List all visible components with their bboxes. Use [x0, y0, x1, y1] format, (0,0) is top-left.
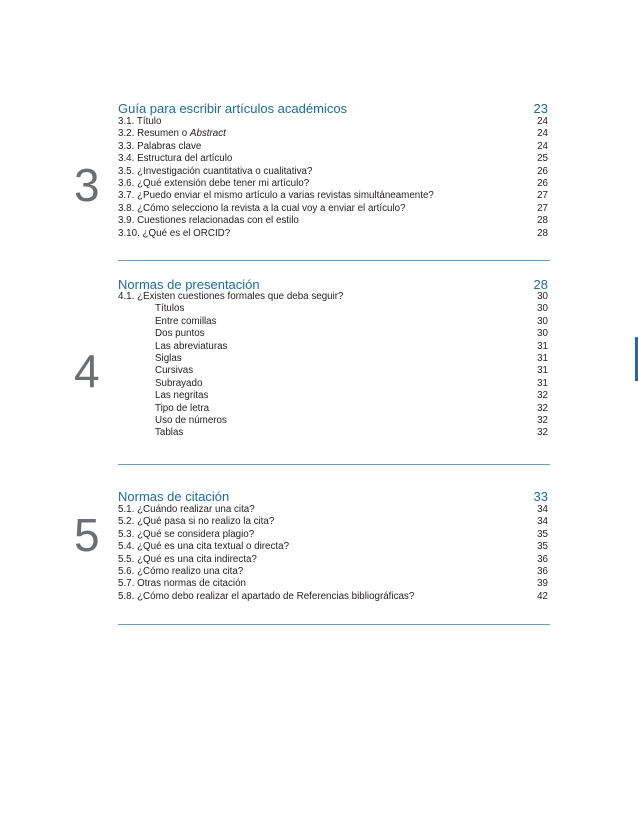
toc-entry-title — [118, 166, 312, 178]
section-divider — [118, 260, 550, 261]
section-divider — [118, 464, 550, 465]
toc-entry[interactable] — [118, 504, 550, 516]
toc-entry-title — [118, 566, 243, 578]
toc-entry-title — [155, 365, 193, 377]
toc-entry[interactable] — [118, 403, 550, 415]
toc-entry-text: ¿Qué es una cita textual o directa? — [137, 541, 290, 553]
toc-entry-text: Dos puntos — [155, 328, 205, 340]
toc-entry-number: 3.1. — [118, 116, 135, 127]
toc-entry[interactable] — [118, 303, 550, 315]
toc-entry-page: 27 — [537, 202, 548, 214]
toc-entry-title — [118, 128, 226, 140]
toc-entry[interactable] — [118, 554, 550, 566]
toc-entry-page: 36 — [537, 553, 548, 565]
toc-entry-number: 3.9. — [118, 215, 135, 227]
toc-entry-title — [155, 415, 227, 427]
toc-entry-text: Resumen o — [137, 128, 188, 140]
toc-entry-title — [118, 215, 299, 227]
toc-entry-text: Uso de números — [155, 414, 227, 426]
toc-entry-page: 30 — [537, 303, 548, 315]
toc-entry-page: 36 — [537, 565, 548, 577]
toc-entry-title — [118, 116, 161, 128]
toc-entry[interactable] — [118, 203, 550, 215]
toc-entry-title — [118, 554, 257, 566]
section-number: 4 — [74, 345, 100, 397]
section-divider — [118, 624, 550, 625]
toc-entry-title — [118, 578, 246, 590]
toc-entry-page: 28 — [537, 215, 548, 227]
toc-entry-text: ¿Puedo enviar el mismo artículo a varias revistas simultáneamente? — [137, 190, 434, 202]
toc-entry-number: 3.10. — [118, 227, 140, 239]
section-page: 33 — [533, 489, 548, 504]
toc-entry[interactable] — [118, 153, 550, 165]
toc-entry-number: 3.4. — [118, 153, 135, 165]
toc-entry[interactable] — [118, 415, 550, 427]
section-title: Guía para escribir artículos académicos — [118, 101, 348, 116]
toc-entry-number: 5.8. — [118, 590, 135, 602]
toc-entry-title — [155, 427, 183, 439]
toc-entry-text: Las negritas — [155, 390, 209, 402]
toc-entry-title — [118, 504, 255, 516]
toc-entry-title — [118, 190, 434, 202]
toc-entry[interactable] — [118, 566, 550, 578]
toc-entry-number: 5.1. — [118, 504, 135, 515]
toc-entry-number: 4.1. — [118, 291, 135, 302]
toc-entry-text: ¿Qué pasa si no realizo la cita? — [137, 516, 275, 528]
toc-entry-page: 35 — [537, 541, 548, 553]
toc-entry-text: ¿Qué es una cita indirecta? — [137, 553, 257, 565]
toc-entry-title — [155, 328, 205, 340]
toc-entry[interactable] — [118, 541, 550, 553]
toc-entry-text: ¿Cómo realizo una cita? — [137, 565, 244, 577]
toc-entry-page: 30 — [537, 328, 548, 340]
toc-entry-page: 31 — [537, 377, 548, 389]
toc-entry-page: 32 — [537, 427, 548, 439]
toc-entry-text: Tablas — [155, 427, 184, 439]
toc-entry-page: 32 — [537, 390, 548, 402]
toc-entry-text: Subrayado — [155, 377, 203, 389]
toc-entry-page: 31 — [537, 352, 548, 364]
toc-entry-page: 25 — [537, 153, 548, 165]
toc-entry[interactable] — [118, 427, 550, 439]
toc-entry-title — [155, 390, 208, 402]
toc-entry-page: 26 — [537, 177, 548, 189]
toc-entry-text: Las abreviaturas — [155, 340, 228, 352]
toc-entry[interactable] — [118, 353, 550, 365]
toc-entry-text: Otras normas de citación — [137, 578, 246, 590]
toc-entry-title — [155, 341, 227, 353]
toc-entry-page: 32 — [537, 402, 548, 414]
toc-entry-page: 31 — [537, 340, 548, 352]
section-title: Normas de citación — [118, 489, 230, 504]
toc-entry-page: 35 — [537, 528, 548, 540]
toc-entry-text: Palabras clave — [137, 140, 202, 152]
toc-entry-page: 30 — [537, 291, 548, 302]
toc-entry-page: 26 — [537, 165, 548, 177]
section-number: 5 — [74, 509, 100, 561]
toc-entry-page: 31 — [537, 365, 548, 377]
toc-entry[interactable] — [118, 390, 550, 402]
toc-entry-number: 3.2. — [118, 128, 135, 140]
toc-entry-text: ¿Qué es el ORCID? — [142, 227, 231, 239]
toc-entry-title — [155, 378, 202, 390]
toc-entry-text: Títulos — [155, 303, 185, 315]
toc-entry-number: 5.2. — [118, 516, 135, 528]
toc-entry-number: 3.7. — [118, 190, 135, 202]
section-number: 3 — [74, 159, 100, 211]
toc-entry[interactable] — [118, 190, 550, 202]
toc-entry-title — [155, 316, 217, 328]
toc-entry-text: ¿Investigación cuantitativa o cualitativa? — [137, 165, 313, 177]
toc-entry[interactable] — [118, 178, 550, 190]
toc-entry-text: ¿Qué extensión debe tener mi artículo? — [137, 177, 310, 189]
toc-entry-title — [118, 141, 201, 153]
toc-entry-number: 5.6. — [118, 565, 135, 577]
toc-entry-number: 5.3. — [118, 528, 135, 540]
toc-entry-title — [118, 203, 406, 215]
toc-entry-title — [155, 353, 182, 365]
toc-entry-text: ¿Cómo debo realizar el apartado de Referencias bibliográficas? — [137, 590, 415, 602]
toc-entry[interactable] — [118, 215, 550, 227]
toc-entry-page: 34 — [537, 516, 548, 528]
toc-entry-title — [118, 591, 414, 603]
toc-entry-title — [118, 228, 230, 240]
toc-entry-text: ¿Cómo selecciono la revista a la cual voy a enviar el artículo? — [137, 202, 406, 214]
toc-entry[interactable] — [118, 365, 550, 377]
section-page: 28 — [533, 277, 548, 292]
toc-entry-number: 3.3. — [118, 140, 135, 152]
toc-entry-page: 28 — [537, 227, 548, 239]
toc-entry-number: 5.7. — [118, 578, 135, 590]
toc-entry-text: Entre comillas — [155, 315, 217, 327]
toc-entry[interactable] — [118, 316, 550, 328]
toc-entry-title — [155, 403, 209, 415]
toc-entry-page: 24 — [537, 116, 548, 127]
toc-entry-number: 3.8. — [118, 202, 135, 214]
toc-entry[interactable] — [118, 128, 550, 140]
toc-entry-text: Siglas — [155, 352, 182, 364]
toc-entry-text: Tipo de letra — [155, 402, 210, 414]
toc-entry[interactable] — [118, 591, 550, 603]
toc-entry[interactable] — [118, 341, 550, 353]
toc-entry-title — [118, 529, 254, 541]
toc-entry-italic: Abstract — [189, 128, 226, 140]
toc-entry-title — [118, 516, 274, 528]
toc-entry[interactable] — [118, 516, 550, 528]
toc-entry-text: Estructura del artículo — [137, 153, 233, 165]
toc-entry-number: 3.5. — [118, 165, 135, 177]
toc-entry[interactable] — [118, 378, 550, 390]
toc-entry-title — [155, 303, 184, 315]
section-heading[interactable] — [118, 489, 550, 505]
toc-entry-page: 30 — [537, 315, 548, 327]
toc-entry-text: ¿Cuándo realizar una cita? — [137, 504, 255, 515]
toc-entry[interactable] — [118, 328, 550, 340]
toc-list — [118, 291, 550, 440]
toc-entry-text: ¿Existen cuestiones formales que deba seguir? — [137, 291, 344, 302]
section-page: 23 — [533, 101, 548, 116]
toc-entry[interactable] — [118, 116, 550, 128]
toc-entry-title — [118, 541, 289, 553]
toc-list — [118, 116, 550, 240]
toc-list — [118, 504, 550, 603]
toc-entry[interactable] — [118, 141, 550, 153]
toc-entry[interactable] — [118, 291, 550, 303]
toc-entry-text: Título — [136, 116, 162, 127]
toc-entry-page: 39 — [537, 578, 548, 590]
toc-entry-text: Cursivas — [155, 365, 194, 377]
toc-entry-text: ¿Qué se considera plagio? — [137, 528, 255, 540]
toc-entry[interactable] — [118, 578, 550, 590]
toc-entry-page: 34 — [537, 504, 548, 515]
toc-entry[interactable] — [118, 529, 550, 541]
toc-entry-page: 24 — [537, 140, 548, 152]
toc-entry-title — [118, 178, 309, 190]
toc-entry-page: 42 — [537, 590, 548, 602]
toc-entry-page: 24 — [537, 128, 548, 140]
section-title: Normas de presentación — [118, 277, 260, 292]
toc-entry-number: 3.6. — [118, 177, 135, 189]
toc-entry-text: Cuestiones relacionadas con el estilo — [137, 215, 299, 227]
toc-entry-number: 5.5. — [118, 553, 135, 565]
toc-entry-title — [118, 153, 232, 165]
toc-entry-page: 27 — [537, 190, 548, 202]
toc-entry-title — [118, 291, 343, 303]
toc-entry[interactable] — [118, 166, 550, 178]
toc-entry-number: 5.4. — [118, 541, 135, 553]
section-heading[interactable] — [118, 101, 550, 117]
toc-entry-page: 32 — [537, 414, 548, 426]
toc-entry[interactable] — [118, 228, 550, 240]
